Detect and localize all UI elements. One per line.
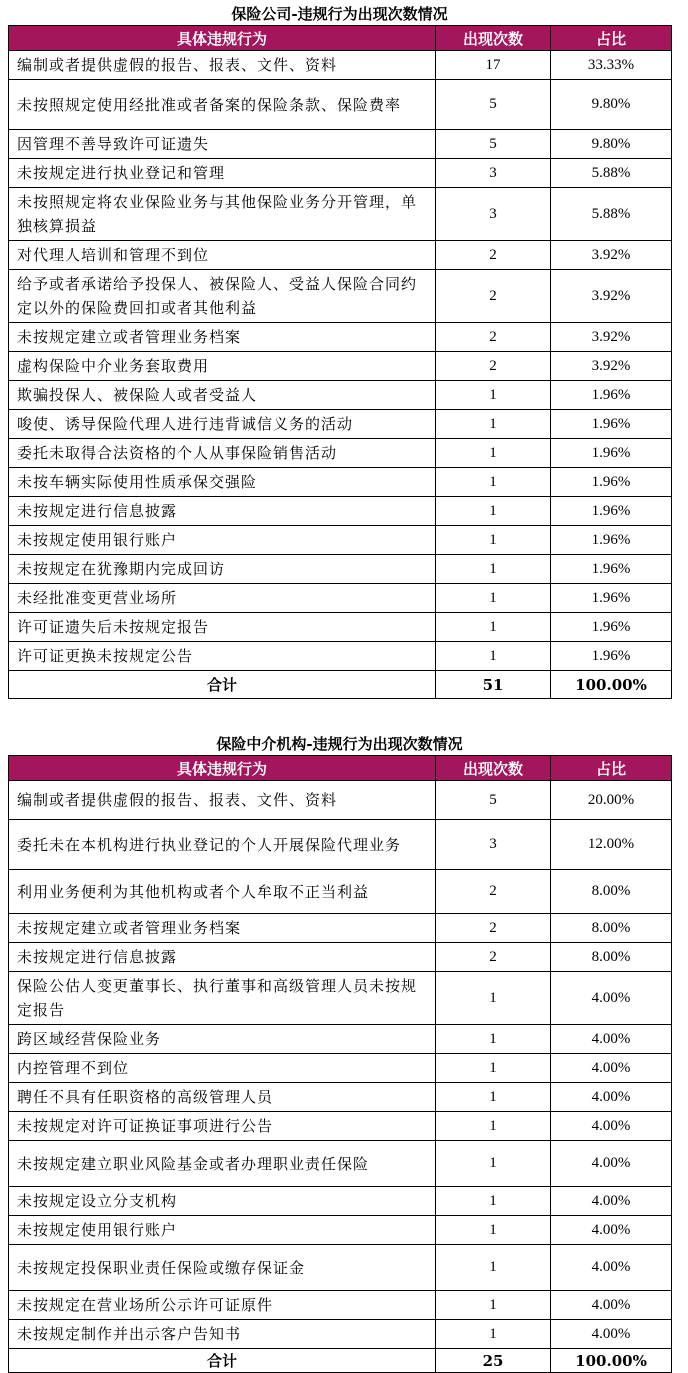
violation-behavior: 聘任不具有任职资格的高级管理人员 xyxy=(9,1083,436,1112)
table-row xyxy=(9,323,672,352)
total-ratio: 100.00% xyxy=(551,1349,672,1373)
table-row xyxy=(9,1054,672,1083)
occurrence-count: 1 xyxy=(436,526,551,555)
occurrence-count: 1 xyxy=(436,1141,551,1187)
table-row xyxy=(9,914,672,943)
occurrence-ratio: 4.00% xyxy=(551,1054,672,1083)
occurrence-count: 1 xyxy=(436,410,551,439)
violation-behavior: 未按规定建立职业风险基金或者办理职业责任保险 xyxy=(9,1141,436,1187)
occurrence-ratio: 5.88% xyxy=(551,159,672,188)
occurrence-count: 1 xyxy=(436,468,551,497)
violation-behavior: 欺骗投保人、被保险人或者受益人 xyxy=(9,381,436,410)
occurrence-count: 2 xyxy=(436,323,551,352)
intermediary-table-title: 保险中介机构-违规行为出现次数情况 xyxy=(216,735,463,753)
table-row xyxy=(9,80,672,130)
table-row xyxy=(9,613,672,642)
table-row xyxy=(9,584,672,613)
violation-behavior: 未按规定进行信息披露 xyxy=(9,497,436,526)
violation-behavior: 许可证遗失后未按规定报告 xyxy=(9,613,436,642)
occurrence-ratio: 8.00% xyxy=(551,943,672,972)
occurrence-ratio: 1.96% xyxy=(551,613,672,642)
occurrence-ratio: 1.96% xyxy=(551,381,672,410)
violation-behavior: 给予或者承诺给予投保人、被保险人、受益人保险合同约定以外的保险费回扣或者其他利益 xyxy=(9,270,436,323)
occurrence-count: 5 xyxy=(436,80,551,130)
occurrence-count: 1 xyxy=(436,1320,551,1349)
occurrence-count: 2 xyxy=(436,241,551,270)
violation-behavior: 未按照规定使用经批准或者备案的保险条款、保险费率 xyxy=(9,80,436,130)
table-row xyxy=(9,410,672,439)
occurrence-count: 5 xyxy=(436,130,551,159)
occurrence-count: 17 xyxy=(436,51,551,80)
occurrence-count: 3 xyxy=(436,159,551,188)
table-row xyxy=(9,642,672,671)
occurrence-count: 1 xyxy=(436,1291,551,1320)
table-row xyxy=(9,1083,672,1112)
violation-behavior: 委托未在本机构进行执业登记的个人开展保险代理业务 xyxy=(9,820,436,870)
table-row xyxy=(9,159,672,188)
violation-behavior: 未按规定建立或者管理业务档案 xyxy=(9,914,436,943)
occurrence-count: 1 xyxy=(436,613,551,642)
header-count: 出现次数 xyxy=(436,26,551,51)
table-row xyxy=(9,1025,672,1054)
violation-behavior: 内控管理不到位 xyxy=(9,1054,436,1083)
violation-behavior: 虚构保险中介业务套取费用 xyxy=(9,352,436,381)
table-row xyxy=(9,352,672,381)
occurrence-count: 2 xyxy=(436,270,551,323)
table-row xyxy=(9,820,672,870)
total-row xyxy=(9,1349,672,1373)
header-behavior: 具体违规行为 xyxy=(9,26,436,51)
violation-behavior: 跨区域经营保险业务 xyxy=(9,1025,436,1054)
violation-behavior: 未按规定设立分支机构 xyxy=(9,1187,436,1216)
total-ratio: 100.00% xyxy=(551,671,672,699)
table-row xyxy=(9,870,672,914)
occurrence-ratio: 4.00% xyxy=(551,1112,672,1141)
total-label: 合计 xyxy=(9,1349,436,1373)
occurrence-ratio: 4.00% xyxy=(551,1141,672,1187)
occurrence-ratio: 1.96% xyxy=(551,439,672,468)
table-row xyxy=(9,188,672,241)
violation-behavior: 许可证更换未按规定公告 xyxy=(9,642,436,671)
violation-behavior: 未按车辆实际使用性质承保交强险 xyxy=(9,468,436,497)
occurrence-count: 1 xyxy=(436,1216,551,1245)
occurrence-ratio: 8.00% xyxy=(551,914,672,943)
table-row xyxy=(9,381,672,410)
total-row xyxy=(9,671,672,699)
occurrence-count: 3 xyxy=(436,820,551,870)
table-row xyxy=(9,439,672,468)
occurrence-count: 5 xyxy=(436,781,551,820)
table-row xyxy=(9,270,672,323)
violation-behavior: 编制或者提供虚假的报告、报表、文件、资料 xyxy=(9,51,436,80)
table-row xyxy=(9,1291,672,1320)
occurrence-count: 1 xyxy=(436,555,551,584)
occurrence-count: 1 xyxy=(436,1054,551,1083)
occurrence-ratio: 9.80% xyxy=(551,80,672,130)
occurrence-count: 2 xyxy=(436,870,551,914)
table-row xyxy=(9,1112,672,1141)
violation-behavior: 利用业务便利为其他机构或者个人牟取不正当利益 xyxy=(9,870,436,914)
occurrence-ratio: 9.80% xyxy=(551,130,672,159)
violation-behavior: 对代理人培训和管理不到位 xyxy=(9,241,436,270)
violation-behavior: 未按规定在犹豫期内完成回访 xyxy=(9,555,436,584)
occurrence-ratio: 1.96% xyxy=(551,497,672,526)
violation-behavior: 未按规定使用银行账户 xyxy=(9,526,436,555)
table-row xyxy=(9,526,672,555)
occurrence-ratio: 1.96% xyxy=(551,642,672,671)
violation-behavior: 未按规定使用银行账户 xyxy=(9,1216,436,1245)
violation-behavior: 编制或者提供虚假的报告、报表、文件、资料 xyxy=(9,781,436,820)
occurrence-ratio: 4.00% xyxy=(551,972,672,1025)
violation-behavior: 未按规定进行信息披露 xyxy=(9,943,436,972)
occurrence-ratio: 1.96% xyxy=(551,555,672,584)
table-row xyxy=(9,555,672,584)
insurer-table-body xyxy=(9,51,672,671)
occurrence-ratio: 4.00% xyxy=(551,1216,672,1245)
occurrence-count: 1 xyxy=(436,584,551,613)
occurrence-ratio: 4.00% xyxy=(551,1025,672,1054)
occurrence-count: 2 xyxy=(436,352,551,381)
table-row xyxy=(9,241,672,270)
table-row xyxy=(9,1320,672,1349)
occurrence-ratio: 4.00% xyxy=(551,1083,672,1112)
occurrence-ratio: 3.92% xyxy=(551,323,672,352)
occurrence-count: 1 xyxy=(436,642,551,671)
violation-behavior: 未按规定进行执业登记和管理 xyxy=(9,159,436,188)
occurrence-count: 1 xyxy=(436,972,551,1025)
occurrence-count: 3 xyxy=(436,188,551,241)
violation-behavior: 未按规定建立或者管理业务档案 xyxy=(9,323,436,352)
occurrence-ratio: 8.00% xyxy=(551,870,672,914)
insurer-section xyxy=(8,3,671,699)
violation-behavior: 未按规定制作并出示客户告知书 xyxy=(9,1320,436,1349)
table-header-row xyxy=(9,26,672,51)
violation-behavior: 未按规定投保职业责任保险或缴存保证金 xyxy=(9,1245,436,1291)
violation-behavior: 未按规定对许可证换证事项进行公告 xyxy=(9,1112,436,1141)
occurrence-ratio: 1.96% xyxy=(551,468,672,497)
occurrence-ratio: 1.96% xyxy=(551,584,672,613)
insurer-violation-table xyxy=(8,25,672,699)
occurrence-count: 1 xyxy=(436,497,551,526)
violation-behavior: 保险公估人变更董事长、执行董事和高级管理人员未按规定报告 xyxy=(9,972,436,1025)
occurrence-ratio: 1.96% xyxy=(551,410,672,439)
insurer-table-title: 保险公司-违规行为出现次数情况 xyxy=(231,5,448,23)
occurrence-ratio: 33.33% xyxy=(551,51,672,80)
occurrence-ratio: 5.88% xyxy=(551,188,672,241)
violation-behavior: 委托未取得合法资格的个人从事保险销售活动 xyxy=(9,439,436,468)
violation-behavior: 未经批准变更营业场所 xyxy=(9,584,436,613)
occurrence-ratio: 20.00% xyxy=(551,781,672,820)
table-row xyxy=(9,972,672,1025)
table-row xyxy=(9,943,672,972)
violation-behavior: 未按规定在营业场所公示许可证原件 xyxy=(9,1291,436,1320)
table-row xyxy=(9,1245,672,1291)
intermediary-section xyxy=(8,733,671,1373)
occurrence-count: 2 xyxy=(436,914,551,943)
violation-behavior: 唆使、诱导保险代理人进行违背诚信义务的活动 xyxy=(9,410,436,439)
occurrence-count: 1 xyxy=(436,439,551,468)
occurrence-count: 1 xyxy=(436,1245,551,1291)
table-header-row xyxy=(9,756,672,781)
occurrence-ratio: 3.92% xyxy=(551,352,672,381)
intermediary-table-body xyxy=(9,781,672,1349)
table-row xyxy=(9,1216,672,1245)
occurrence-ratio: 4.00% xyxy=(551,1320,672,1349)
occurrence-ratio: 4.00% xyxy=(551,1245,672,1291)
occurrence-count: 2 xyxy=(436,943,551,972)
occurrence-ratio: 4.00% xyxy=(551,1291,672,1320)
occurrence-count: 1 xyxy=(436,1025,551,1054)
header-ratio: 占比 xyxy=(551,756,672,781)
occurrence-ratio: 1.96% xyxy=(551,526,672,555)
occurrence-count: 1 xyxy=(436,1112,551,1141)
table-row xyxy=(9,51,672,80)
table-row xyxy=(9,497,672,526)
table-row xyxy=(9,130,672,159)
occurrence-ratio: 4.00% xyxy=(551,1187,672,1216)
table-row xyxy=(9,781,672,820)
table-row xyxy=(9,1141,672,1187)
header-count: 出现次数 xyxy=(436,756,551,781)
intermediary-violation-table xyxy=(8,755,672,1373)
table-row xyxy=(9,468,672,497)
occurrence-count: 1 xyxy=(436,1083,551,1112)
occurrence-count: 1 xyxy=(436,1187,551,1216)
violation-behavior: 未按照规定将农业保险业务与其他保险业务分开管理，单独核算损益 xyxy=(9,188,436,241)
occurrence-ratio: 3.92% xyxy=(551,270,672,323)
table-row xyxy=(9,1187,672,1216)
total-count: 51 xyxy=(436,671,551,699)
total-label: 合计 xyxy=(9,671,436,699)
occurrence-count: 1 xyxy=(436,381,551,410)
header-ratio: 占比 xyxy=(551,26,672,51)
occurrence-ratio: 12.00% xyxy=(551,820,672,870)
occurrence-ratio: 3.92% xyxy=(551,241,672,270)
total-count: 25 xyxy=(436,1349,551,1373)
header-behavior: 具体违规行为 xyxy=(9,756,436,781)
violation-behavior: 因管理不善导致许可证遗失 xyxy=(9,130,436,159)
